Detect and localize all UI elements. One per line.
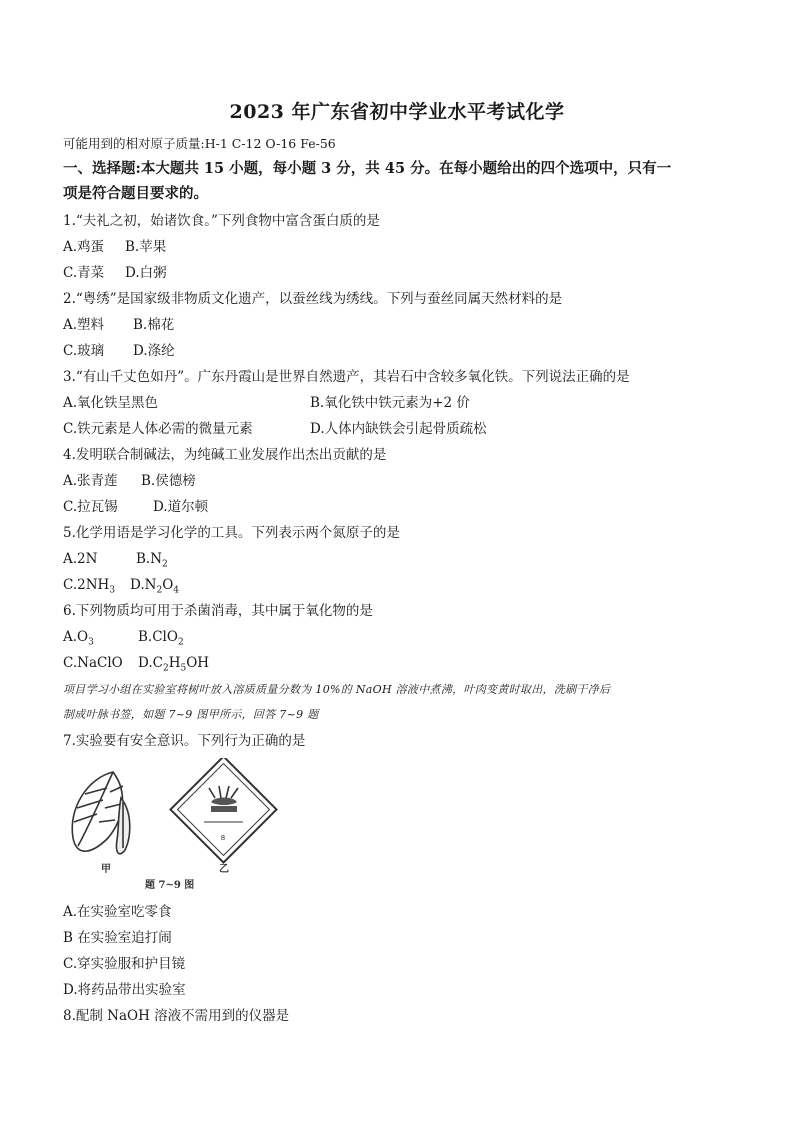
- figure-caption: 题 7~9 图: [145, 880, 195, 891]
- q1-option-d: D.白粥: [125, 265, 167, 281]
- q4-option-a: A.张青莲: [63, 473, 118, 489]
- q5-option-b-text: B.N: [136, 551, 163, 567]
- figure-label-jia: 甲: [101, 864, 111, 875]
- q6-option-c: C.NaClO: [63, 655, 123, 671]
- q1-option-b: B.苹果: [125, 239, 167, 255]
- q4-option-c: C.拉瓦锡: [63, 499, 118, 515]
- q4-stem: 4.发明联合制碱法，为纯碱工业发展作出杰出贡献的是: [63, 447, 387, 463]
- section1-heading-line2: 项是符合题目要求的。: [63, 185, 208, 202]
- atomic-masses: 可能用到的相对原子质量:H-1 C-12 O-16 Fe-56: [63, 136, 336, 151]
- q6-option-d-text: D.C: [138, 655, 163, 671]
- figure-7-9: [63, 758, 303, 893]
- q2-option-b: B.棉花: [133, 317, 175, 333]
- q2-option-d: D.涤纶: [133, 343, 175, 359]
- figure-label-yi: 乙: [219, 864, 229, 875]
- q6-option-a-text: A.O: [63, 629, 89, 645]
- q1-option-a: A.鸡蛋: [63, 239, 105, 255]
- q7-option-c: C.穿实验服和护目镜: [63, 956, 186, 972]
- subscript: 2: [162, 559, 168, 570]
- q5-stem: 5.化学用语是学习化学的工具。下列表示两个氮原子的是: [63, 525, 400, 541]
- formula-part: H: [168, 655, 181, 671]
- subscript: 3: [109, 585, 116, 596]
- leaf-skeleton-icon: [72, 772, 130, 854]
- q7-option-b: B 在实验室追打闹: [63, 930, 172, 946]
- q7-option-a: A.在实验室吃零食: [63, 904, 172, 920]
- q3-option-c: C.铁元素是人体必需的微量元素: [63, 421, 253, 437]
- q6-option-b: [138, 628, 184, 652]
- q6-option-a: [63, 628, 94, 652]
- q5-option-d: [130, 576, 179, 600]
- q3-option-a: A.氧化铁呈黑色: [63, 395, 159, 411]
- q2-option-a: A.塑料: [63, 317, 105, 333]
- q1-option-c: C.青菜: [63, 265, 105, 281]
- q2-stem: 2.“粤绣”是国家级非物质文化遗产，以蚕丝线为绣线。下列与蚕丝同属天然材料的是: [63, 291, 563, 307]
- subscript: 2: [162, 663, 169, 674]
- q3-option-b: B.氧化铁中铁元素为+2 价: [310, 395, 470, 411]
- subscript: 2: [156, 585, 163, 596]
- q3-option-d: D.人体内缺铁会引起骨质疏松: [310, 421, 487, 437]
- q4-option-b: B.侯德榜: [141, 473, 196, 489]
- subscript: 2: [177, 637, 184, 648]
- diamond-number: 8: [220, 834, 226, 842]
- section1-heading-line1: 一、选择题:本大题共 15 小题，每小题 3 分，共 45 分。在每小题给出的四个选项中，只有一: [63, 160, 672, 177]
- q4-option-d: D.道尔顿: [153, 499, 209, 515]
- q7-option-d: D.将药品带出实验室: [63, 982, 186, 998]
- corrosive-hazard-icon: [170, 758, 276, 863]
- subscript: 4: [173, 585, 179, 596]
- context-line1: 项目学习小组在实验室将树叶放入溶质质量分数为 10%的 NaOH 溶液中煮沸，叶肉变黄时取出，洗刷干净后: [63, 683, 611, 696]
- q5-option-c: [63, 576, 115, 600]
- q7-stem: 7.实验要有安全意识。下列行为正确的是: [63, 733, 306, 749]
- q5-option-d-text: D.N: [130, 577, 157, 593]
- q2-option-c: C.玻璃: [63, 343, 105, 359]
- formula-part: O: [162, 577, 174, 593]
- page-title: 2023 年广东省初中学业水平考试化学: [229, 101, 565, 123]
- q6-stem: 6.下列物质均可用于杀菌消毒，其中属于氧化物的是: [63, 603, 373, 619]
- q5-option-c-text: C.2NH: [63, 577, 110, 593]
- q1-stem: 1.“夫礼之初，始诸饮食。”下列食物中富含蛋白质的是: [63, 213, 380, 229]
- subscript: 3: [88, 637, 94, 648]
- q5-option-b: [136, 550, 168, 574]
- context-line2: 制成叶脉书签，如题 7~9 图甲所示，回答 7~9 题: [63, 708, 319, 721]
- q5-option-a: A.2N: [63, 551, 98, 567]
- q6-option-b-text: B.ClO: [138, 629, 178, 645]
- subscript: 5: [180, 663, 187, 674]
- q6-option-d: [138, 654, 209, 678]
- formula-part: OH: [186, 655, 210, 671]
- q8-stem: 8.配制 NaOH 溶液不需用到的仪器是: [63, 1008, 290, 1024]
- q3-stem: 3.“有山千丈色如丹”。广东丹霞山是世界自然遗产，其岩石中含较多氧化铁。下列说法正确的是: [63, 369, 630, 385]
